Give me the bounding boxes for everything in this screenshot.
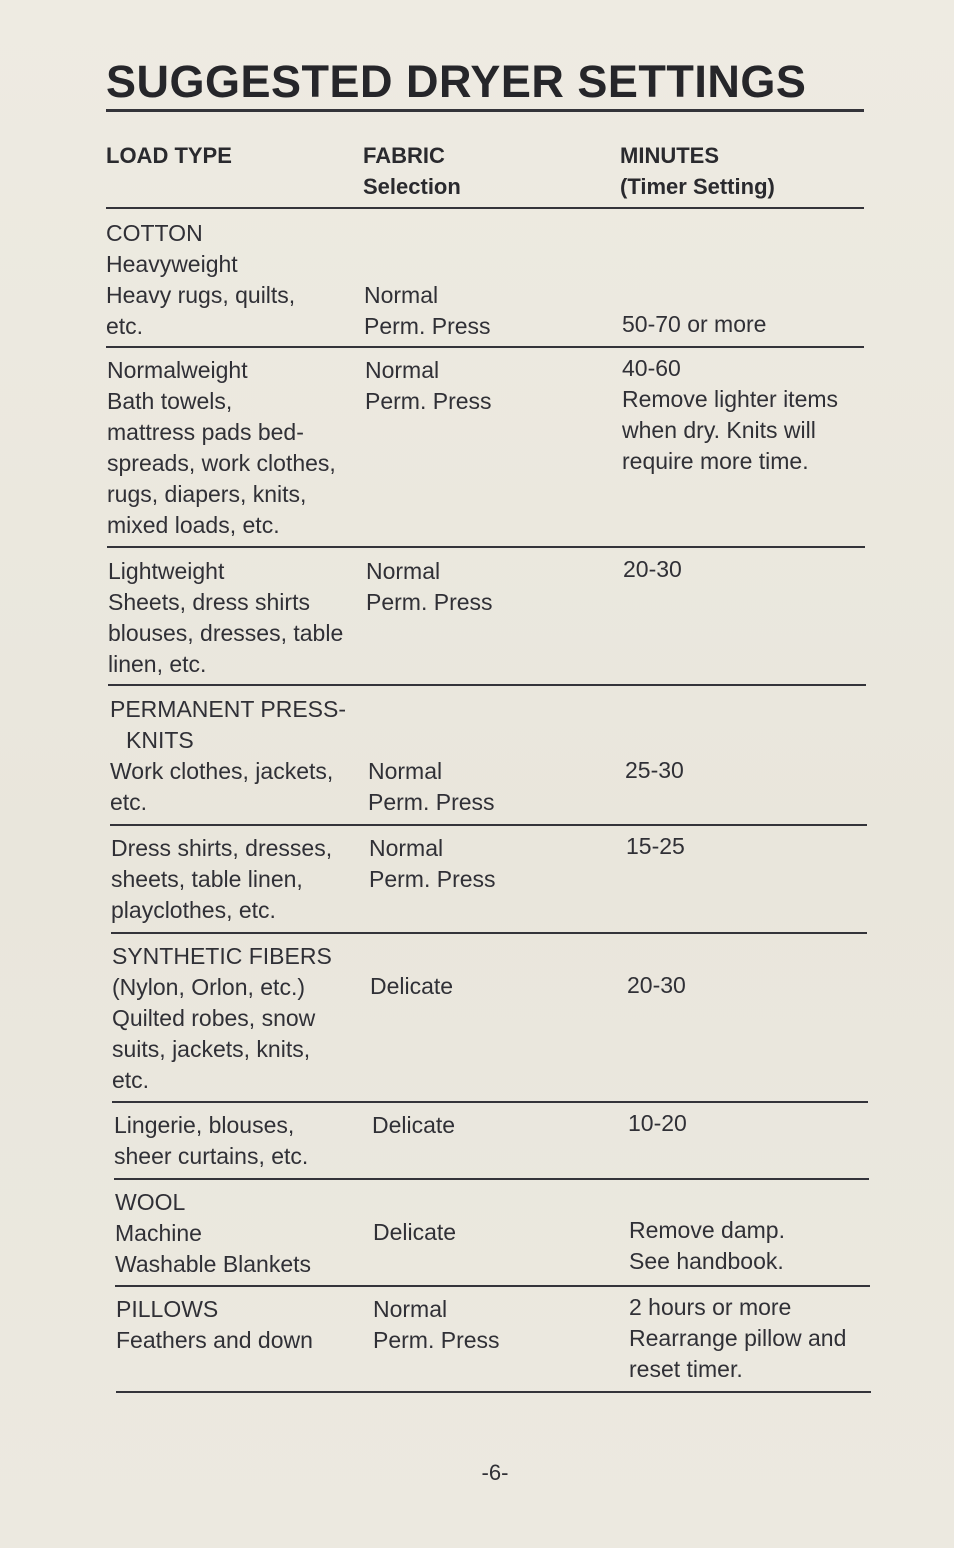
fabric-cell: Normal Perm. Press: [365, 357, 492, 414]
header-rule: [106, 207, 864, 209]
header-load-type: LOAD TYPE: [106, 143, 232, 168]
minutes-cell: 20-30: [623, 556, 682, 582]
table-header: [106, 140, 866, 200]
minutes-cell: 25-30: [625, 757, 684, 783]
load-type-cell: PERMANENT PRESS- KNITS Work clothes, jackets, etc.: [110, 696, 347, 815]
load-type-cell: WOOL Machine Washable Blankets: [115, 1189, 312, 1277]
row-divider: [107, 546, 865, 548]
minutes-cell: 40-60 Remove lighter items when dry. Knits will require more time.: [622, 355, 839, 474]
load-type-cell: Normalweight Bath towels, mattress pads bed- spreads, work clothes, rugs, diapers, knits, mixed loads, etc.: [107, 357, 336, 538]
minutes-cell: 50-70 or more: [622, 311, 767, 337]
header-fabric: FABRIC Selection: [363, 143, 461, 199]
fabric-cell: Delicate: [370, 973, 454, 999]
fabric-cell: Normal Perm. Press: [366, 558, 493, 615]
row-divider: [108, 684, 866, 686]
minutes-cell: 10-20: [628, 1110, 687, 1136]
minutes-cell: 20-30: [627, 972, 686, 998]
title-rule: [106, 109, 864, 112]
load-type-cell: Lingerie, blouses, sheer curtains, etc.: [114, 1112, 309, 1169]
load-type-cell: COTTON Heavyweight Heavy rugs, quilts, etc.: [106, 220, 296, 339]
row-divider: [110, 824, 867, 826]
fabric-cell: Normal Perm. Press: [373, 1296, 500, 1353]
row-divider: [112, 1101, 868, 1103]
row-divider: [111, 932, 867, 934]
table-bottom-rule: [116, 1391, 871, 1393]
minutes-cell: 15-25: [626, 833, 685, 859]
row-divider: [114, 1178, 869, 1180]
minutes-cell: Remove damp. See handbook.: [629, 1217, 785, 1274]
fabric-cell: Normal Perm. Press: [368, 758, 495, 815]
page-number: -6-: [481, 1460, 509, 1485]
load-type-cell: Dress shirts, dresses, sheets, table linen, playclothes, etc.: [111, 835, 333, 923]
load-type-cell: Lightweight Sheets, dress shirts blouses, dresses, table linen, etc.: [108, 558, 344, 677]
load-type-cell: PILLOWS Feathers and down: [116, 1296, 313, 1353]
fabric-cell: Delicate: [373, 1219, 457, 1245]
minutes-cell: 2 hours or more Rearrange pillow and reset timer.: [629, 1294, 847, 1382]
row-divider: [106, 346, 864, 348]
page-title: SUGGESTED DRYER SETTINGS: [106, 56, 807, 107]
header-minutes: MINUTES (Timer Setting): [620, 143, 775, 199]
fabric-cell: Normal Perm. Press: [369, 835, 496, 892]
row-divider: [115, 1285, 870, 1287]
fabric-cell: Normal Perm. Press: [364, 282, 491, 339]
fabric-cell: Delicate: [372, 1112, 456, 1138]
load-type-cell: SYNTHETIC FIBERS (Nylon, Orlon, etc.) Quilted robes, snow suits, jackets, knits, etc.: [112, 943, 332, 1093]
